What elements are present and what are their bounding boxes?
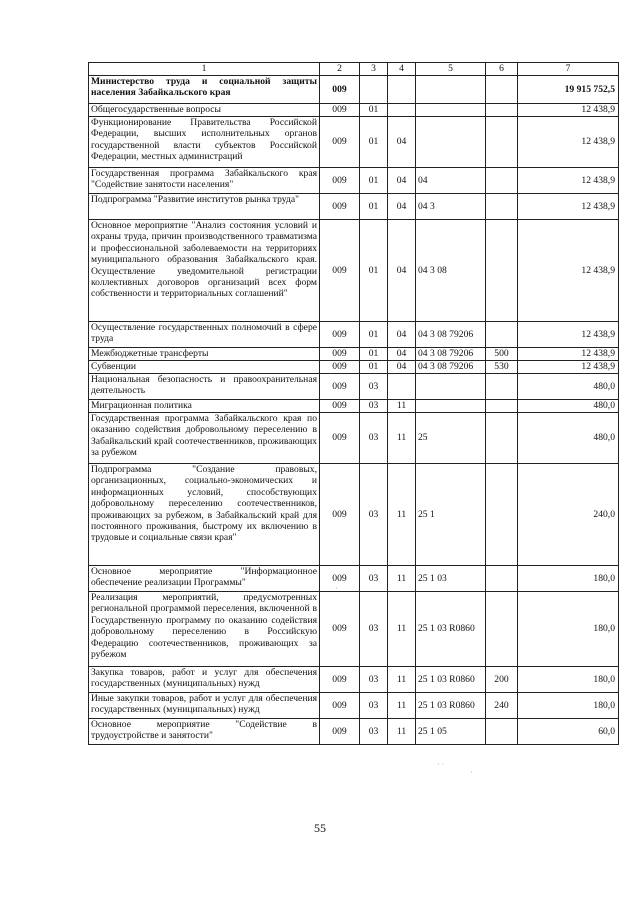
cell-target-code: 04 3 08 79206 — [416, 361, 486, 374]
cell-subsection-code: 04 — [388, 117, 416, 168]
cell-amount: 180,0 — [518, 592, 619, 667]
cell-amount: 240,0 — [518, 464, 619, 566]
cell-name: Функционирование Правительства Российской Федерации, высших исполнительных органов государственной власти субъектов Российской Федерации, местных администраций — [89, 117, 320, 168]
cell-name: Основное мероприятие "Анализ состояния условий и охраны труда, причин производственного травматизма и профессиональной заболеваемости на территориях муниципального образования Забайкальского края. Осуществление уведомительной регистрации коллективных договоров организаций всех форм собственности и территориальных соглашений" — [89, 220, 320, 322]
cell-amount: 180,0 — [518, 667, 619, 693]
cell-section-code: 03 — [360, 592, 388, 667]
cell-subsection-code: 11 — [388, 667, 416, 693]
cell-expense-type: 530 — [486, 361, 518, 374]
scan-speck: · — [470, 768, 473, 777]
table-row — [89, 400, 619, 413]
cell-ministry-code: 009 — [320, 693, 360, 719]
cell-name: Иные закупки товаров, работ и услуг для обеспечения государственных (муниципальных) нужд — [89, 693, 320, 719]
cell-section-code: 01 — [360, 194, 388, 220]
cell-section-code: 01 — [360, 322, 388, 348]
cell-expense-type — [486, 566, 518, 592]
cell-target-code — [416, 104, 486, 117]
cell-ministry-code: 009 — [320, 104, 360, 117]
table-row — [89, 566, 619, 592]
cell-ministry-code: 009 — [320, 413, 360, 464]
cell-name: Межбюджетные трансферты — [89, 348, 320, 361]
column-number: 7 — [518, 63, 619, 76]
cell-amount: 480,0 — [518, 374, 619, 400]
cell-subsection-code — [388, 374, 416, 400]
cell-amount: 12 438,9 — [518, 168, 619, 194]
cell-amount: 12 438,9 — [518, 361, 619, 374]
cell-section-code: 01 — [360, 104, 388, 117]
column-number: 3 — [360, 63, 388, 76]
cell-subsection-code: 04 — [388, 220, 416, 322]
cell-amount: 19 915 752,5 — [518, 76, 619, 104]
cell-ministry-code: 009 — [320, 592, 360, 667]
cell-section-code: 01 — [360, 117, 388, 168]
cell-subsection-code: 11 — [388, 413, 416, 464]
budget-table — [88, 62, 619, 745]
cell-name: Миграционная политика — [89, 400, 320, 413]
cell-expense-type — [486, 322, 518, 348]
cell-target-code: 25 1 03 R0860 — [416, 592, 486, 667]
cell-ministry-code: 009 — [320, 76, 360, 104]
cell-name: Закупка товаров, работ и услуг для обеспечения государственных (муниципальных) нужд — [89, 667, 320, 693]
cell-target-code: 25 1 03 R0860 — [416, 667, 486, 693]
cell-expense-type: 200 — [486, 667, 518, 693]
cell-subsection-code: 11 — [388, 693, 416, 719]
cell-ministry-code: 009 — [320, 667, 360, 693]
cell-expense-type — [486, 592, 518, 667]
cell-section-code: 01 — [360, 361, 388, 374]
cell-section-code: 01 — [360, 348, 388, 361]
cell-ministry-code: 009 — [320, 168, 360, 194]
cell-name: Осуществление государственных полномочий в сфере труда — [89, 322, 320, 348]
cell-amount: 180,0 — [518, 566, 619, 592]
cell-ministry-code: 009 — [320, 322, 360, 348]
cell-subsection-code: 11 — [388, 400, 416, 413]
table-row — [89, 592, 619, 667]
cell-name: Национальная безопасность и правоохранительная деятельность — [89, 374, 320, 400]
cell-subsection-code: 11 — [388, 592, 416, 667]
cell-target-code — [416, 76, 486, 104]
cell-amount: 60,0 — [518, 719, 619, 745]
table-row — [89, 374, 619, 400]
cell-expense-type — [486, 117, 518, 168]
cell-section-code: 03 — [360, 667, 388, 693]
cell-expense-type — [486, 104, 518, 117]
column-number: 2 — [320, 63, 360, 76]
cell-amount: 180,0 — [518, 693, 619, 719]
table-row — [89, 348, 619, 361]
cell-target-code: 04 3 08 79206 — [416, 322, 486, 348]
cell-subsection-code — [388, 76, 416, 104]
cell-target-code: 25 1 03 — [416, 566, 486, 592]
cell-ministry-code: 009 — [320, 348, 360, 361]
cell-name: Основное мероприятие "Содействие в трудоустройстве и занятости" — [89, 719, 320, 745]
table-row — [89, 464, 619, 566]
table-row — [89, 117, 619, 168]
cell-section-code: 03 — [360, 400, 388, 413]
scan-speck: · · — [437, 760, 445, 769]
cell-ministry-code: 009 — [320, 194, 360, 220]
cell-target-code: 04 3 08 79206 — [416, 348, 486, 361]
cell-name: Реализация мероприятий, предусмотренных региональной программой переселения, включенной в Государственную программу по оказанию содействия добровольному переселению в Российскую Федерацию соотечественников, проживающих за рубежом — [89, 592, 320, 667]
cell-expense-type — [486, 464, 518, 566]
cell-name: Основное мероприятие "Информационное обеспечение реализации Программы" — [89, 566, 320, 592]
cell-section-code: 01 — [360, 168, 388, 194]
cell-amount: 480,0 — [518, 400, 619, 413]
cell-subsection-code — [388, 104, 416, 117]
cell-subsection-code: 04 — [388, 322, 416, 348]
cell-subsection-code: 04 — [388, 168, 416, 194]
cell-target-code: 25 — [416, 413, 486, 464]
cell-amount: 12 438,9 — [518, 322, 619, 348]
cell-subsection-code: 11 — [388, 464, 416, 566]
cell-target-code — [416, 400, 486, 413]
cell-name: Подпрограмма "Развитие институтов рынка труда" — [89, 194, 320, 220]
cell-expense-type: 240 — [486, 693, 518, 719]
cell-expense-type — [486, 400, 518, 413]
cell-subsection-code: 04 — [388, 348, 416, 361]
cell-section-code: 01 — [360, 220, 388, 322]
cell-ministry-code: 009 — [320, 361, 360, 374]
cell-expense-type — [486, 719, 518, 745]
column-number-row — [89, 63, 619, 76]
cell-ministry-code: 009 — [320, 719, 360, 745]
cell-amount: 12 438,9 — [518, 348, 619, 361]
cell-amount: 12 438,9 — [518, 220, 619, 322]
cell-ministry-code: 009 — [320, 464, 360, 566]
table-row — [89, 693, 619, 719]
cell-subsection-code: 11 — [388, 566, 416, 592]
table-row — [89, 76, 619, 104]
cell-target-code: 25 1 03 R0860 — [416, 693, 486, 719]
table-row — [89, 322, 619, 348]
cell-target-code: 04 3 08 — [416, 220, 486, 322]
cell-amount: 12 438,9 — [518, 117, 619, 168]
scan-speck: · — [335, 584, 338, 593]
cell-section-code: 03 — [360, 719, 388, 745]
table-row — [89, 104, 619, 117]
cell-subsection-code: 11 — [388, 719, 416, 745]
cell-ministry-code: 009 — [320, 400, 360, 413]
cell-name: Государственная программа Забайкальского края по оказанию содействия добровольному переселению в Забайкальский край соотечественников, проживающих за рубежом — [89, 413, 320, 464]
table-row — [89, 168, 619, 194]
cell-target-code: 04 3 — [416, 194, 486, 220]
cell-expense-type — [486, 194, 518, 220]
cell-subsection-code: 04 — [388, 194, 416, 220]
cell-expense-type — [486, 168, 518, 194]
cell-section-code: 03 — [360, 413, 388, 464]
column-number: 5 — [416, 63, 486, 76]
cell-ministry-code: 009 — [320, 566, 360, 592]
cell-name: Общегосударственные вопросы — [89, 104, 320, 117]
cell-target-code — [416, 117, 486, 168]
cell-ministry-code: 009 — [320, 220, 360, 322]
column-number: 1 — [89, 63, 320, 76]
cell-target-code: 25 1 05 — [416, 719, 486, 745]
cell-amount: 12 438,9 — [518, 194, 619, 220]
table-row — [89, 667, 619, 693]
cell-expense-type — [486, 76, 518, 104]
cell-name: Субвенции — [89, 361, 320, 374]
cell-expense-type: 500 — [486, 348, 518, 361]
page-number: 55 — [314, 821, 326, 835]
table-row — [89, 361, 619, 374]
table-row — [89, 413, 619, 464]
cell-expense-type — [486, 413, 518, 464]
table-row — [89, 194, 619, 220]
cell-amount: 480,0 — [518, 413, 619, 464]
cell-name: Государственная программа Забайкальского края "Содействие занятости населения" — [89, 168, 320, 194]
column-number: 4 — [388, 63, 416, 76]
cell-section-code: 03 — [360, 693, 388, 719]
cell-amount: 12 438,9 — [518, 104, 619, 117]
cell-target-code — [416, 374, 486, 400]
table-row — [89, 220, 619, 322]
cell-section-code — [360, 76, 388, 104]
cell-ministry-code: 009 — [320, 374, 360, 400]
cell-name: Министерство труда и социальной защиты населения Забайкальского края — [89, 76, 320, 104]
cell-expense-type — [486, 374, 518, 400]
table-row — [89, 719, 619, 745]
cell-subsection-code: 04 — [388, 361, 416, 374]
column-number: 6 — [486, 63, 518, 76]
cell-ministry-code: 009 — [320, 117, 360, 168]
cell-section-code: 03 — [360, 374, 388, 400]
cell-section-code: 03 — [360, 566, 388, 592]
cell-name: Подпрограмма "Создание правовых, организационных, социально-экономических и информационных условий, способствующих добровольному переселению соотечественников, проживающих за рубежом, в Забайкальский край для постоянного проживания, быстрому их включению в трудовые и социальные связи края" — [89, 464, 320, 566]
cell-expense-type — [486, 220, 518, 322]
cell-section-code: 03 — [360, 464, 388, 566]
cell-target-code: 04 — [416, 168, 486, 194]
cell-target-code: 25 1 — [416, 464, 486, 566]
